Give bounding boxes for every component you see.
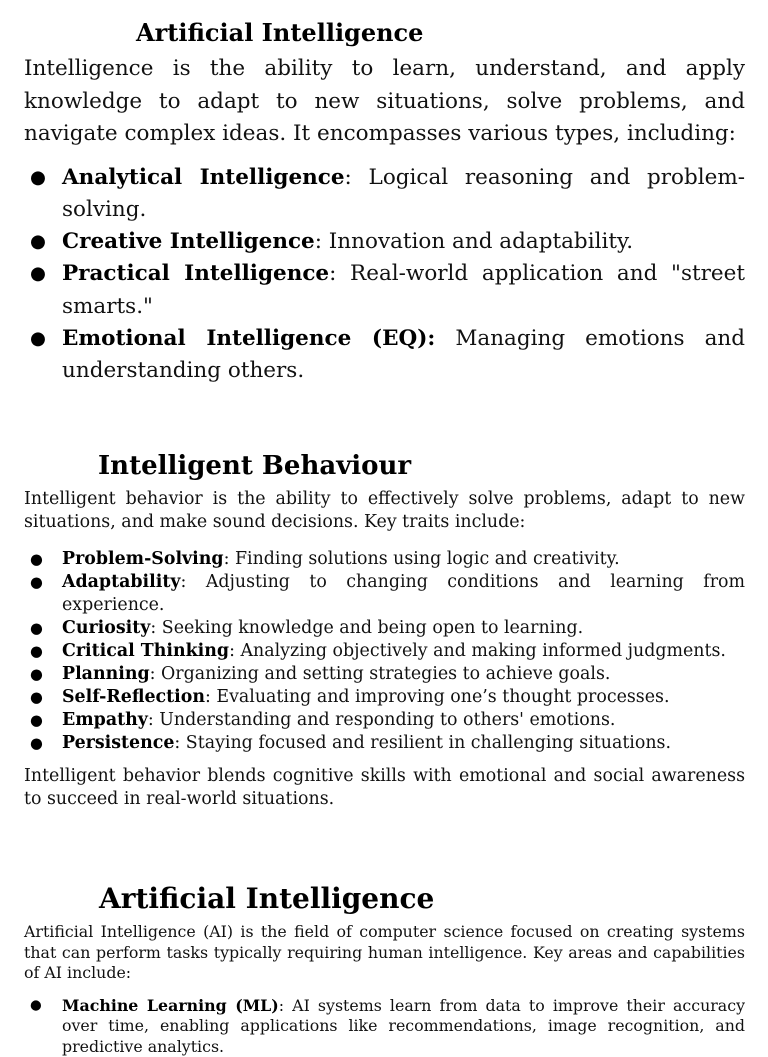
conclusion-paragraph: Intelligent behavior blends cognitive skills with emotional and social awareness to succeed in real-world situations. [24, 765, 745, 811]
list-item-term: Practical Intelligence [62, 261, 329, 286]
list-item-desc: Managing emotions and understanding others. [62, 326, 745, 383]
list-item-term: Creative Intelligence [62, 229, 315, 254]
section-intelligent-behaviour [24, 448, 745, 811]
list-item [24, 996, 745, 1057]
section-artificial-intelligence [24, 880, 745, 1057]
intelligence-types-list [24, 162, 745, 388]
section-title: Artificial Intelligence [99, 880, 745, 918]
list-item [24, 686, 745, 709]
ai-areas-list [24, 996, 745, 1057]
list-item-desc: : AI systems learn from data to improve their accuracy over time, enabling applications like recommendations, image recognition, and predictive analytics. [62, 996, 745, 1056]
list-item-term: Curiosity [62, 618, 150, 638]
list-item-term: Emotional Intelligence (EQ): [62, 326, 435, 351]
list-item [24, 162, 745, 227]
list-item-desc: : Seeking knowledge and being open to learning. [150, 618, 583, 638]
list-item-desc: : Analyzing objectively and making informed judgments. [229, 641, 726, 661]
list-item [24, 323, 745, 388]
list-item-term: Machine Learning (ML) [62, 996, 279, 1015]
list-item-term: Critical Thinking [62, 641, 229, 661]
list-item [24, 732, 745, 755]
list-item-term: Planning [62, 664, 150, 684]
list-item-desc: : Finding solutions using logic and creativity. [224, 549, 620, 569]
list-item [24, 571, 745, 617]
list-item [24, 258, 745, 323]
intro-paragraph: Intelligence is the ability to learn, understand, and apply knowledge to adapt to new situations, solve problems, and navigate complex ideas. It encompasses various types, including: [24, 53, 745, 151]
list-item [24, 226, 745, 258]
intro-paragraph: Intelligent behavior is the ability to effectively solve problems, adapt to new situations, and make sound decisions. Key traits include: [24, 488, 745, 534]
section-title: Artificial Intelligence [136, 16, 745, 50]
section-title: Intelligent Behaviour [98, 448, 745, 484]
list-item-desc: : Logical reasoning and problem-solving. [62, 165, 745, 222]
intro-paragraph: Artificial Intelligence (AI) is the field of computer science focused on creating systems that can perform tasks typically requiring human intelligence. Key areas and capabilities of AI include: [24, 922, 745, 984]
list-item-term: Empathy [62, 710, 148, 730]
list-item [24, 663, 745, 686]
list-item [24, 640, 745, 663]
list-item-desc: : Staying focused and resilient in challenging situations. [174, 733, 671, 753]
list-item-desc: : Organizing and setting strategies to achieve goals. [150, 664, 611, 684]
list-item-desc: : Innovation and adaptability. [315, 229, 633, 254]
list-item-desc: : Real-world application and "street smarts." [62, 261, 745, 318]
list-item-desc: : Evaluating and improving one’s thought processes. [205, 687, 669, 707]
list-item-desc: : Understanding and responding to others' emotions. [148, 710, 616, 730]
list-item [24, 709, 745, 732]
section-intelligence [24, 16, 745, 388]
key-traits-list [24, 548, 745, 755]
list-item-term: Problem-Solving [62, 549, 224, 569]
list-item-term: Persistence [62, 733, 174, 753]
list-item-term: Self-Reflection [62, 687, 205, 707]
list-item-desc: : Adjusting to changing conditions and learning from experience. [62, 572, 745, 615]
list-item [24, 617, 745, 640]
list-item-term: Analytical Intelligence [62, 165, 345, 190]
list-item [24, 548, 745, 571]
list-item-term: Adaptability [62, 572, 181, 592]
